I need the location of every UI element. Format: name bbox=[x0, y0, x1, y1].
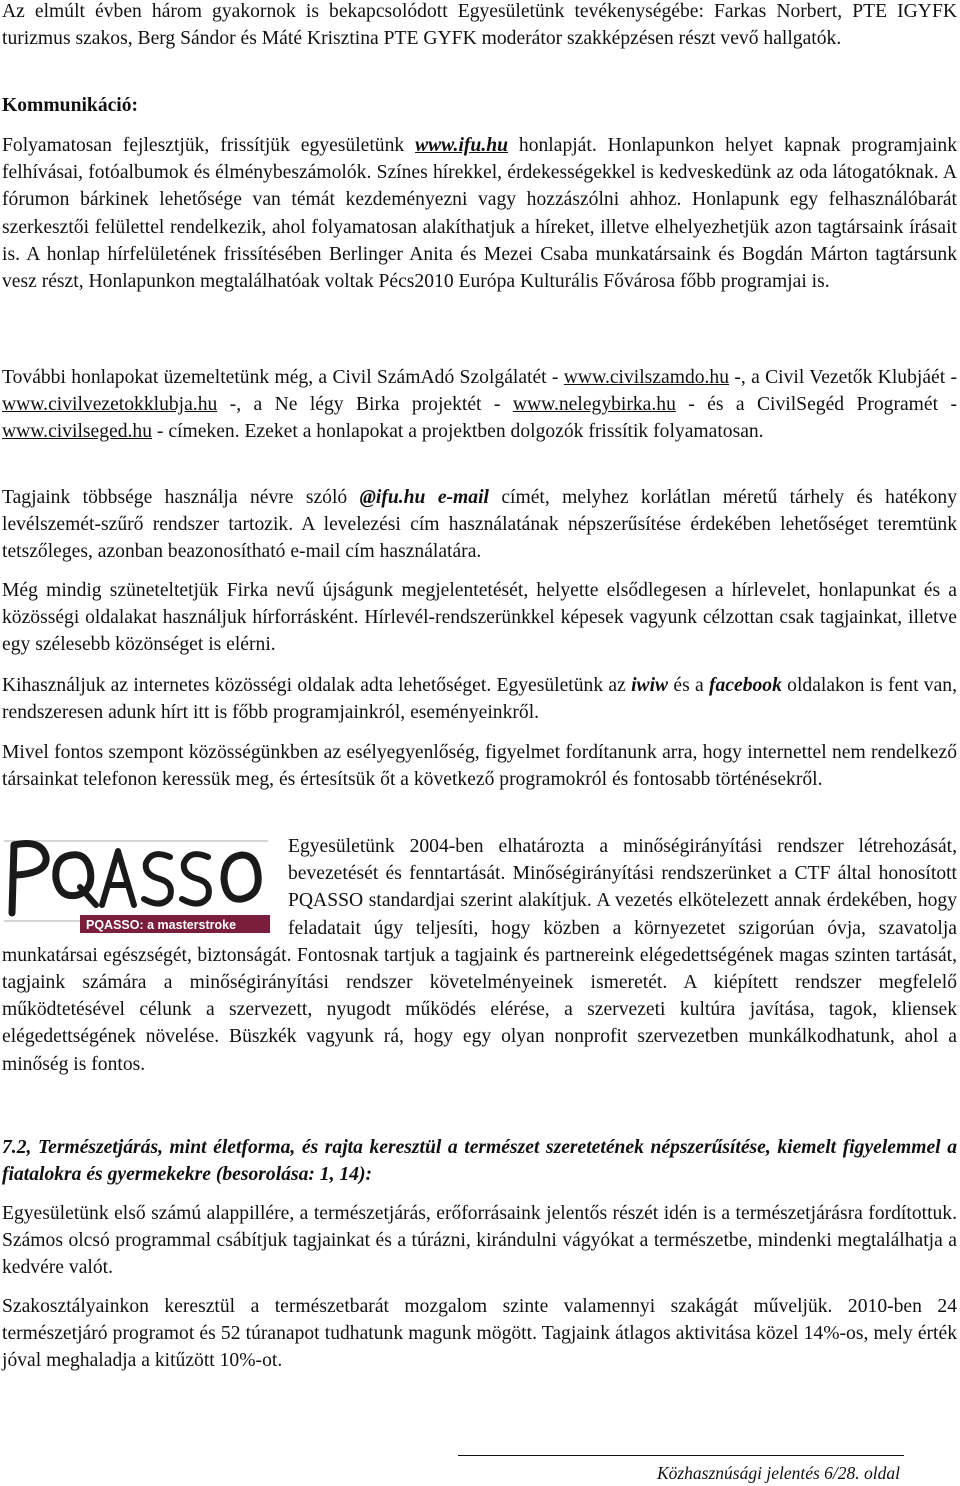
text-segment: és a bbox=[668, 675, 709, 696]
facebook-term: facebook bbox=[708, 675, 782, 696]
paragraph-website bbox=[2, 132, 957, 295]
text-segment: További honlapokat üzemeltetünk még, a Civil SzámAdó Szolgálatét - bbox=[2, 367, 564, 388]
text-segment: Tagjaink többsége használja névre szóló bbox=[2, 487, 360, 508]
link-civilszamdo[interactable]: www.civilszamdo.hu bbox=[563, 367, 730, 388]
pqasso-logo-art bbox=[2, 835, 270, 935]
text-segment: - címeken. Ezeket a honlapokat a projektben dolgozók frissítik folyamatosan. bbox=[152, 421, 764, 443]
link-civilvezetokklubja[interactable]: www.civilvezetokklubja.hu bbox=[2, 394, 218, 416]
paragraph-equal-opportunity: Mivel fontos szempont közösségünkben az esélyegyenlőség, figyelmet fordítanunk arra, hogy internettel nem rendelkező társainkat telefonon keressük meg, és értesítsük őt a következő programokról és fontosabb történésekről. bbox=[2, 742, 957, 791]
footer-page-info: Közhasznúsági jelentés 6/28. oldal bbox=[656, 1463, 900, 1483]
section-heading-7-2: 7.2, Természetjárás, mint életforma, és rajta keresztül a természet szeretetének népszerűsítése, kiemelt figyelemmel a fiatalokra és gyermekekre (besorolása: 1, 14): bbox=[2, 1137, 957, 1186]
heading-kommunikacio: Kommunikáció: bbox=[2, 95, 139, 116]
logo-tagline-brand: PQASSO: bbox=[86, 918, 144, 932]
text-segment: -, a Civil Vezetők Klubjáét - bbox=[729, 367, 957, 388]
logo-tagline bbox=[86, 918, 236, 932]
text-segment: oldalakon is fent van, rendszeresen adunk hírt itt is főbb programjainkról, eseményeinkről. bbox=[2, 675, 957, 724]
paragraph-quality-management: Egyesületünk 2004-ben elhatározta a minőségirányítási rendszer létrehozását, bevezetését és fenntartását. Minőségirányítási rendszerünket a CTF által honosított PQASSO standardjai szerint alakítjuk. A vezetés elkötelezett annak érdekében, hogy feladatait úgy teljesíti, hogy közben a környezetet szigorúan óvja, szavatolja munkatársai egészségét, biztonságát. Fontosnak tartjuk a tagjaink és partnereink elégedettségének magas szinten tartását, tagjaink számára a minőségirányítási rendszer követelményeinek ismeretét. A kiépített rendszer megfelelő működtetésével célunk a szervezett, nyugodt működés elérése, a szervezeti kultúra javítása, tagok, kliensek elégedettségének növelése. Büszkék vagyunk rá, hogy egy olyan nonprofit szervezetben munkálkodhatunk, ahol a minőség is fontos. bbox=[2, 836, 957, 1075]
text-segment: Kihasználjuk az internetes közösségi oldalak adta lehetőséget. Egyesületünk az bbox=[2, 675, 632, 696]
text-segment: Folyamatosan fejlesztjük, frissítjük egyesületünk bbox=[2, 135, 416, 156]
text-segment: - és a CivilSegéd Programét - bbox=[675, 394, 957, 416]
paragraph-hiking-pillar: Egyesületünk első számú alappillére, a természetjárás, erőforrásaink jelentős részét idén is a természetjárásra fordítottuk. Számos olcsó programmal csábítjuk tagjainkat és a túrázni, kirándulni vágyókat a természetbe, mindenki megtalálhatja a kedvére valót. bbox=[2, 1203, 957, 1279]
footer-divider bbox=[458, 1455, 904, 1456]
quality-section bbox=[2, 833, 957, 1078]
iwiw-term: iwiw bbox=[631, 675, 669, 696]
email-term: @ifu.hu e-mail bbox=[359, 487, 489, 508]
text-segment: honlapját. Honlapunkon helyet kapnak programjaink felhívásai, fotóalbumok és élménybeszámolók. Színes hírekkel, érdekességekkel is kedveskedünk az oda látogatóknak. A fórumon bárkinek lehetősége van témát kezdeményezni vagy hozzászólni ahhoz. Honlapunk egy felhasználóbarát szerkesztői felülettel rendelkezik, ahol folyamatosan alakíthatjuk a híreket, illetve elhelyezhetjük azon tagtársaink írásait is. A honlap hírfelületének frissítésében Berlinger Anita és Mezei Csaba munkatársaink és Bogdán Márton tagtársunk vesz részt, Honlapunkon megtalálhatóak voltak Pécs2010 Európa Kulturális Fővárosa főbb programjai is. bbox=[2, 135, 957, 293]
logo-tagline-rest: a masterstroke bbox=[143, 918, 237, 932]
pqasso-logo bbox=[2, 835, 270, 935]
text-segment: címét, melyhez korlátlan méretű tárhely és hatékony levélszemét-szűrő rendszer tartozik. A levelezési cím használatának népszerűsítése érdekében lehetőséget teremtünk tetszőleges, azonban beazonosítható e-mail cím használatára. bbox=[2, 487, 957, 563]
paragraph-email bbox=[2, 484, 957, 566]
paragraph-other-websites bbox=[2, 364, 957, 446]
paragraph-social-media bbox=[2, 672, 957, 726]
link-civilseged[interactable]: www.civilseged.hu bbox=[2, 421, 153, 443]
text-segment: -, a Ne légy Birka projektét - bbox=[217, 394, 513, 416]
link-ifu-hu[interactable]: www.ifu.hu bbox=[415, 135, 509, 156]
paragraph-hiking-stats: Szakosztályainkon keresztül a természetbarát mozgalom szinte valamennyi szakágát műveljük. 2010-ben 24 természetjáró programot és 52 túranapot tudhatunk magunk mögött. Tagjaink átlagos aktivitása közel 14%-os, mely érték jóval meghaladja a kitűzött 10%-ot. bbox=[2, 1296, 957, 1372]
link-nelegybirka[interactable]: www.nelegybirka.hu bbox=[512, 394, 676, 416]
paragraph-newsletter: Még mindig szüneteltetjük Firka nevű újságunk megjelentetését, helyette elsődlegesen a hírlevelet, honlapunkat és a közösségi oldalakat használjuk hírforrásként. Hírlevél-rendszerünkkel képesek vagyunk célzottan csak tagjainkat, illetve egy szélesebb közönséget is elérni. bbox=[2, 580, 957, 656]
paragraph-interns: Az elmúlt évben három gyakornok is bekapcsolódott Egyesületünk tevékenységébe: Farkas Norbert, PTE IGYFK turizmus szakos, Berg Sándor és Máté Krisztina PTE GYFK moderátor szakképzésen részt vevő hallgatók. bbox=[2, 1, 957, 50]
